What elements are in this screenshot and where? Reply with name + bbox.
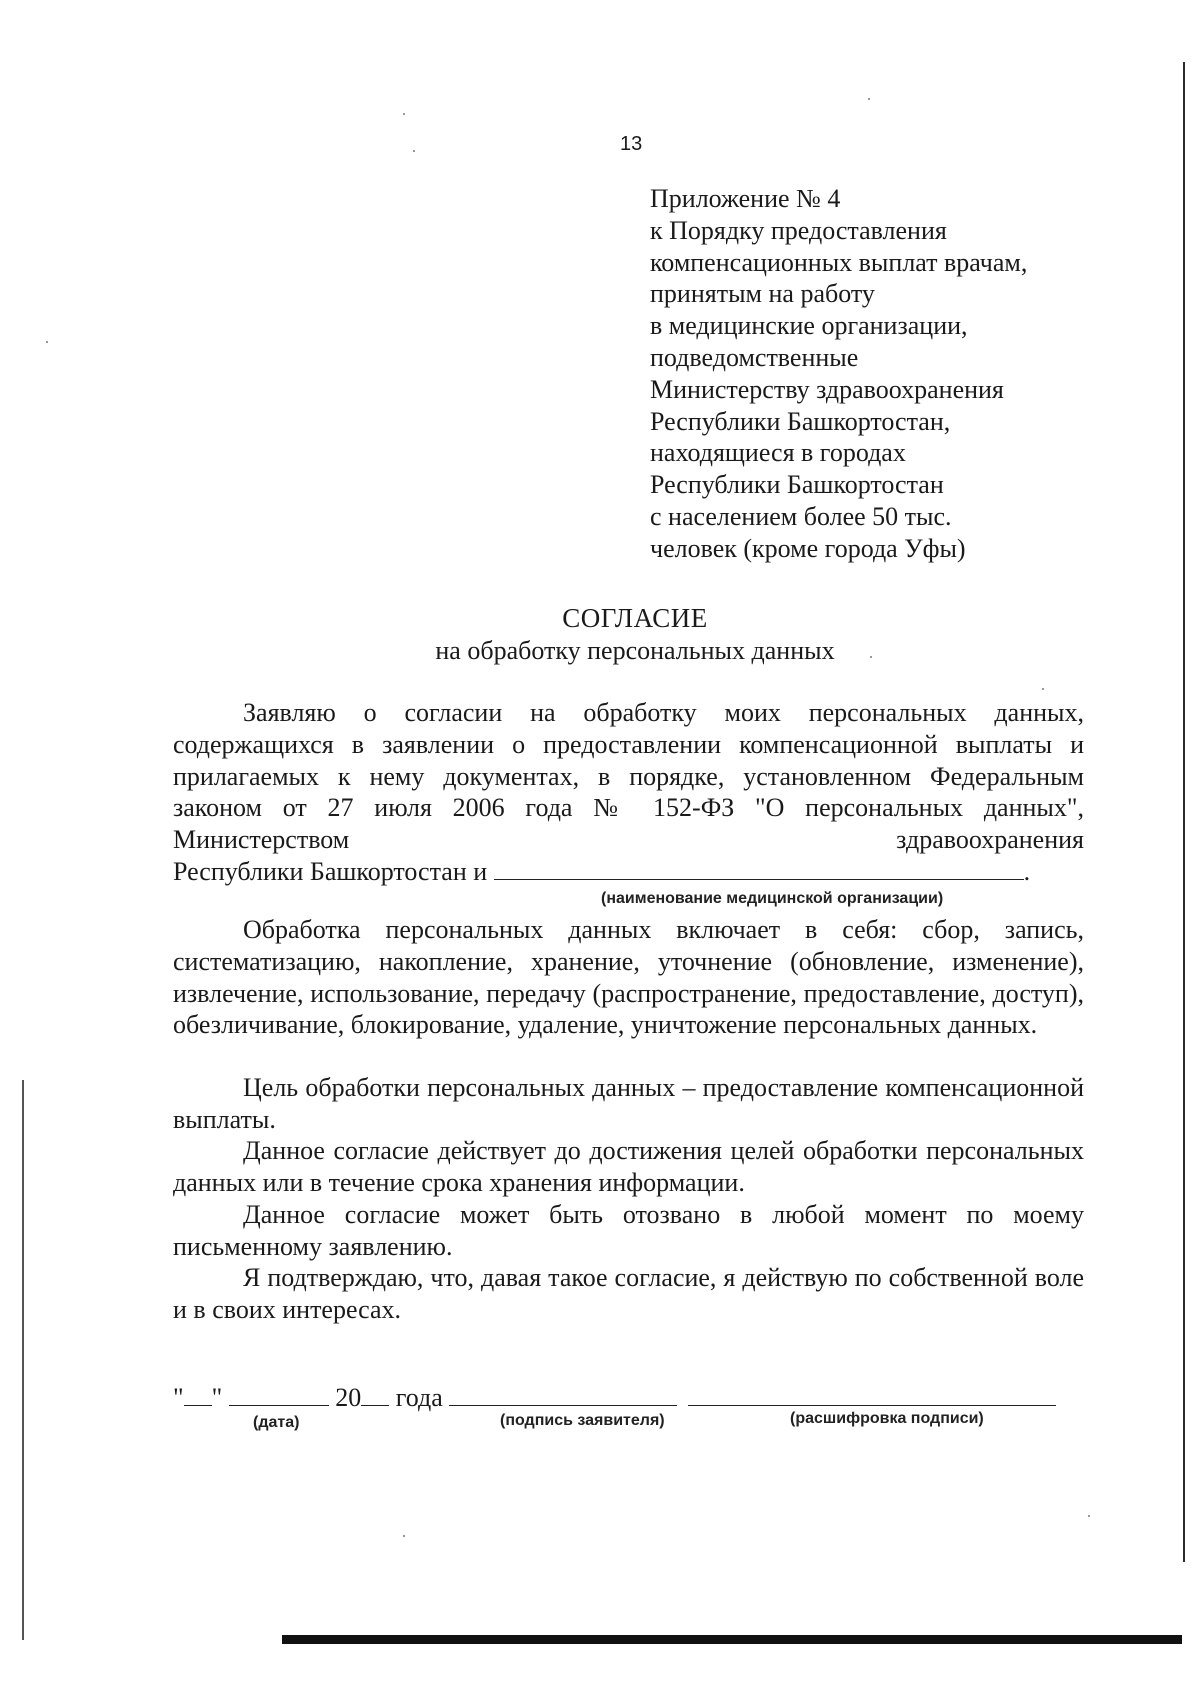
consent-paragraph-6 [173,1262,1084,1326]
year-prefix: 20 [335,1383,362,1412]
page-number: 13 [620,133,643,155]
appendix-line: Приложение № 4 [650,184,841,213]
appendix-line: находящиеся в городах [650,438,906,468]
day-field[interactable] [184,1405,212,1406]
consent-paragraph-5 [173,1199,1084,1263]
signature-decoding-field[interactable] [688,1405,1056,1406]
consent-text: . [1023,856,1031,886]
scan-speck [1042,688,1044,690]
appendix-line: Республики Башкортостан, [650,406,951,436]
consent-text: Республики Башкортостан и [173,856,488,886]
organization-name-field[interactable] [494,879,1024,880]
appendix-line: подведомственные [650,342,859,372]
year-suffix: года [395,1383,443,1412]
consent-paragraph-1 [173,697,1084,888]
scan-edge-left [22,1080,24,1640]
appendix-line: принятым на работу [650,279,875,309]
consent-text: Данное согласие действует до достижения целей обработки персональных данных или в течение срока хранения информации. [173,1136,1084,1197]
consent-text: Я подтверждаю, что, давая такое согласие, я действую по собственной воле и в своих интересах. [173,1263,1084,1324]
year-field[interactable] [361,1405,389,1406]
appendix-line: в медицинские организации, [650,311,968,341]
consent-text: Цель обработки персональных данных – предоставление компенсационной выплаты. [173,1073,1084,1134]
appendix-line: Республики Башкортостан [650,470,944,500]
document-title: СОГЛАСИЕ [562,603,708,633]
scan-speck [403,113,405,115]
organization-caption: (наименование медицинской организации) [601,890,944,907]
scan-edge-bottom [282,1635,1182,1644]
scan-speck [413,150,415,152]
appendix-line: человек (кроме города Уфы) [650,533,966,563]
appendix-line: с населением более 50 тыс. [650,501,952,531]
appendix-line: компенсационных выплат врачам, [650,247,1028,277]
scan-speck [1088,1515,1090,1517]
consent-text: Заявляю о согласии на обработку моих персональных данных, содержащихся в заявлении о предоставлении компенсационной выплаты и прилагаемых к нему документах, в порядке, установленном Федеральным законом от 27 июля 2006 года № 152-ФЗ "О персональных данных", Министерством здравоохранения [173,698,1084,855]
consent-text: Данное согласие может быть отозвано в любой момент по моему письменному заявлению. [173,1200,1084,1261]
signature-field[interactable] [449,1405,677,1406]
date-caption: (дата) [253,1414,300,1431]
consent-text: Обработка персональных данных включает в себя: сбор, запись, систематизацию, накопление, хранение, уточнение (обновление, изменение), извлечение, использование, передачу (распространение, предоставление, доступ), обезличивание, блокирование, удаление, уничтожение персональных данных. [173,915,1084,1040]
document-subtitle: на обработку персональных данных [435,636,835,665]
scan-speck [46,341,48,343]
scan-speck [868,98,870,100]
consent-paragraph-2 [173,914,1084,1041]
scan-edge-right [1183,62,1185,1562]
appendix-header [650,183,1110,565]
decoding-caption: (расшифровка подписи) [790,1410,984,1427]
signature-row [173,1383,1056,1413]
quote-close: " [211,1383,223,1412]
consent-paragraph-4 [173,1135,1084,1199]
quote-open: " [173,1383,184,1412]
appendix-line: к Порядку предоставления [650,215,947,245]
consent-paragraph-3 [173,1072,1084,1136]
signature-caption: (подпись заявителя) [500,1412,665,1429]
scan-speck [403,1535,405,1537]
month-field[interactable] [229,1405,329,1406]
consent-text-end [173,856,1084,888]
appendix-line: Министерству здравоохранения [650,374,1004,404]
